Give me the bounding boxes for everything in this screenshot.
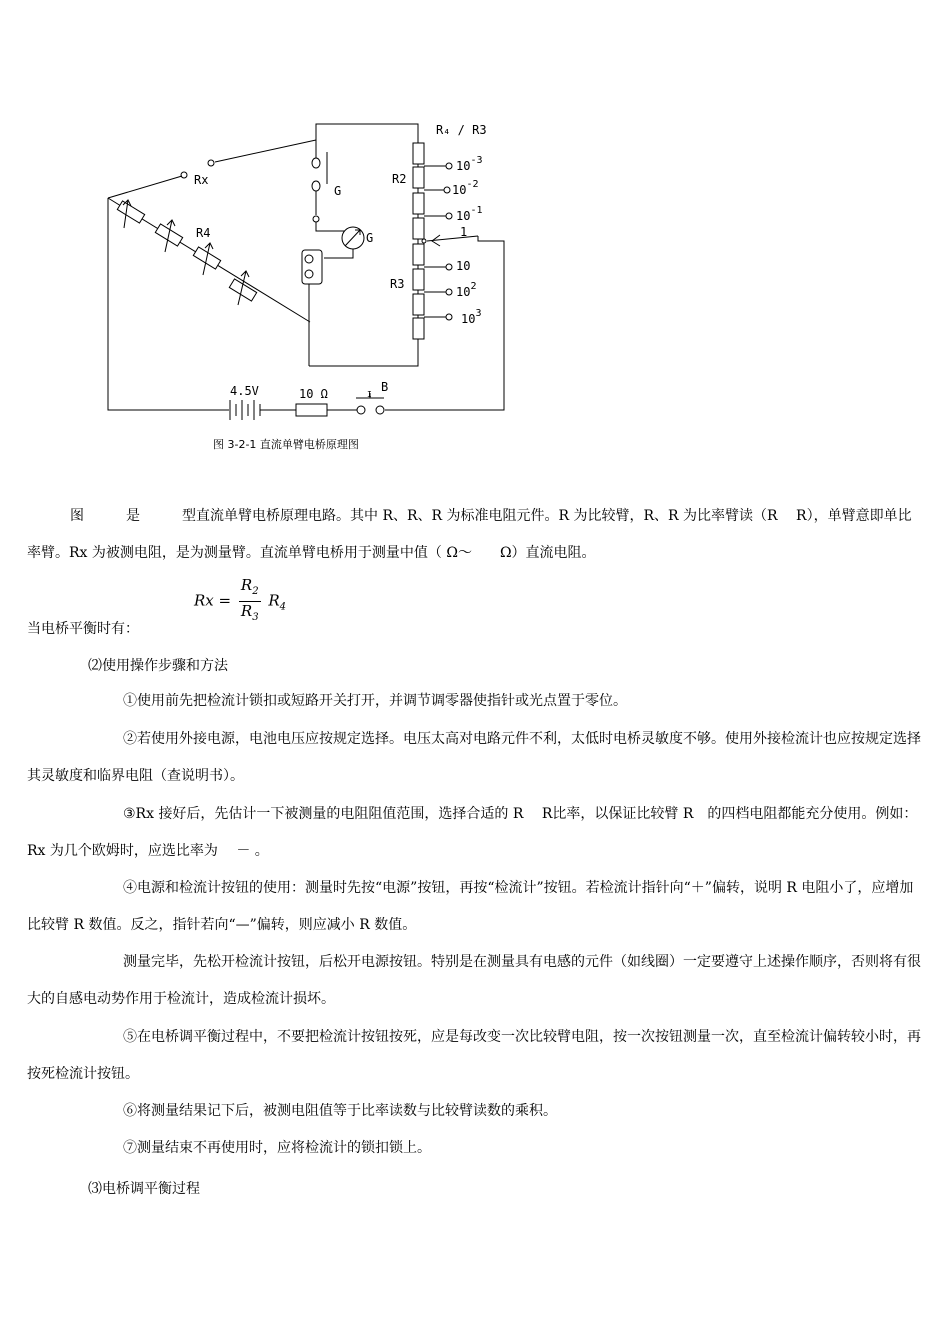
- label-resistor-10: 10 Ω: [299, 387, 328, 401]
- label-r4: R4: [196, 226, 211, 240]
- step-4-note: 测量完毕，先松开检流计按钮，后松开电源按钮。特别是在测量具有电感的元件（如线圈）一定要遵守上述操作顺序，否则将有很大的自感电动势作用于检流计，造成检流计损坏。: [27, 954, 921, 1007]
- tap-label: $10^{-2}$: [452, 179, 479, 197]
- tap-label: $10^2$: [456, 281, 477, 299]
- step-6: ⑥将测量结果记下后，被测电阻值等于比率读数与比较臂读数的乘积。: [123, 1103, 557, 1119]
- formula-tail-sub: 4: [279, 601, 287, 613]
- formula-numerator-sub: 2: [252, 586, 259, 597]
- step-2: ②若使用外接电源，电池电压应按规定选择。电压太高对电路元件不利，太低时电桥灵敏度不够。使用外接检流计也应按规定选择其灵敏度和临界电阻（查说明书）。: [27, 731, 921, 784]
- tap-label: $10^{-3}$: [456, 155, 483, 173]
- formula-numerator: R: [240, 576, 253, 594]
- section-3-heading: ⑶电桥调平衡过程: [88, 1181, 200, 1197]
- label-r3: R3: [390, 277, 405, 291]
- tap-label: $10^{-1}$: [456, 205, 483, 223]
- step-7: ⑦测量结束不再使用时，应将检流计的锁扣锁上。: [123, 1140, 431, 1156]
- label-switch-b: B: [381, 380, 389, 394]
- formula-denominator: R: [240, 602, 253, 620]
- intro-paragraph: 图 是 型直流单臂电桥原理电路。其中 R、R、R 为标准电阻元件。R 为比较臂，R、R 为比率臂读（R R），单臂意即单比率臂。Rx 为被测电阻，是为测量臂。直流单臂电桥用于测量中值（ Ω～ Ω）直流电阻。: [27, 508, 912, 561]
- formula-equals: =: [218, 591, 232, 610]
- circuit-diagram: [0, 0, 950, 470]
- tap-label: $10^3$: [461, 308, 482, 326]
- label-r2: R2: [392, 172, 407, 186]
- label-galvanometer: G: [366, 231, 374, 245]
- label-position-1: 1: [460, 225, 468, 239]
- balance-text: 当电桥平衡时有：: [27, 621, 139, 637]
- label-ratio-header: R₄ / R3: [436, 123, 487, 137]
- formula-denominator-sub: 3: [252, 612, 259, 623]
- section-2-heading: ⑵使用操作步骤和方法: [88, 658, 228, 674]
- label-battery: 4.5V: [230, 384, 259, 398]
- tap-label: 10: [456, 259, 471, 273]
- balance-formula: [194, 576, 286, 627]
- step-1: ①使用前先把检流计锁扣或短路开关打开，并调节调零器使指针或光点置于零位。: [123, 693, 627, 709]
- label-switch-i: I: [367, 390, 372, 399]
- step-5: ⑤在电桥调平衡过程中，不要把检流计按钮按死，应是每改变一次比较臂电阻，按一次按钮测量一次，直至检流计偏转较小时，再按死检流计按钮。: [27, 1029, 921, 1082]
- figure-caption: 图 3-2-1 直流单臂电桥原理图: [213, 438, 359, 451]
- label-g-switch: G: [334, 184, 342, 198]
- step-4: ④电源和检流计按钮的使用：测量时先按“电源”按钮，再按“检流计”按钮。若检流计指针向“＋”偏转，说明 R 电阻小了，应增加比较臂 R 数值。反之，指针若向“—”偏转，则应减小 R 数值。: [27, 880, 914, 933]
- label-rx: Rx: [194, 173, 209, 187]
- formula-fraction: [239, 576, 261, 627]
- formula-tail: R: [268, 591, 280, 610]
- formula-lhs: Rx: [194, 591, 214, 610]
- step-3: ③Rx 接好后，先估计一下被测量的电阻阻值范围，选择合适的 R R比率，以保证比较臂 R 的四档电阻都能充分使用。例如：Rx 为几个欧姆时，应选比率为 － 。: [27, 806, 918, 859]
